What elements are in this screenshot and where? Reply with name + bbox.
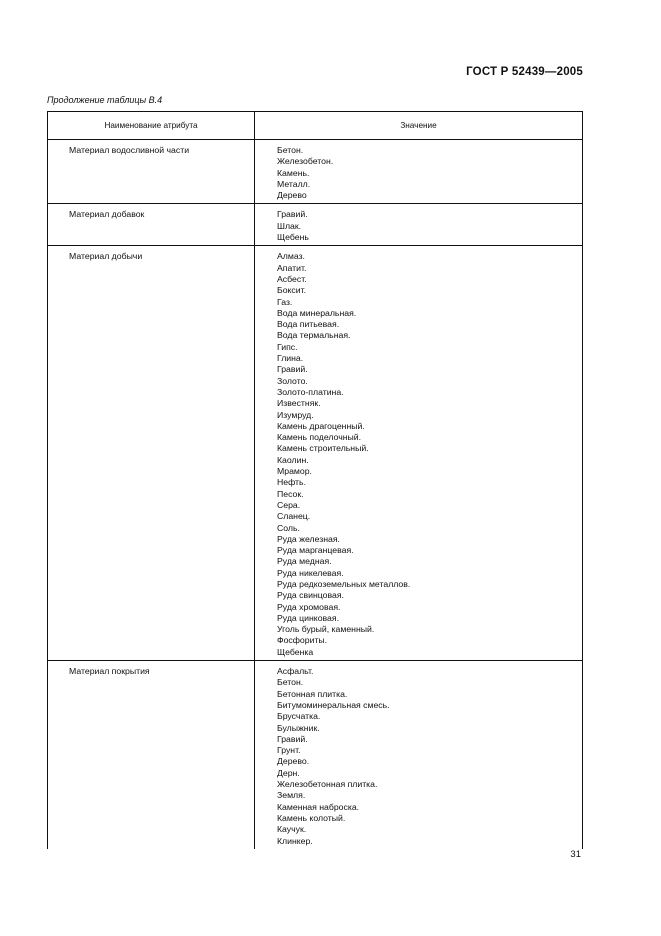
- value-item: Вода термальная.: [277, 330, 351, 341]
- table-header-row: [48, 112, 583, 140]
- value-item: Щебень: [277, 232, 309, 243]
- value-item: Газ.: [277, 296, 293, 307]
- value-item: Камень драгоценный.: [277, 420, 365, 431]
- value-item: Фосфориты.: [277, 635, 328, 646]
- value-item: Каменная наброска.: [277, 801, 360, 812]
- attribute-name: Материал покрытия: [69, 666, 150, 677]
- value-item: Гравий.: [277, 364, 308, 375]
- table-row: [48, 204, 583, 246]
- value-cell: [255, 140, 583, 204]
- value-item: Золото-платина.: [277, 386, 344, 397]
- value-item: Асбест.: [277, 273, 307, 284]
- value-item: Соль.: [277, 522, 300, 533]
- value-item: Металл.: [277, 178, 311, 189]
- column-header-value: Значение: [255, 112, 583, 140]
- value-item: Камень поделочный.: [277, 432, 362, 443]
- value-item: Бетон.: [277, 677, 304, 688]
- value-item: Руда редкоземельных металлов.: [277, 578, 411, 589]
- value-item: Бетонная плитка.: [277, 688, 348, 699]
- value-item: Апатит.: [277, 262, 307, 273]
- attribute-name: Материал водосливной части: [69, 145, 190, 155]
- value-item: Руда железная.: [277, 533, 340, 544]
- attribute-name: Материал добычи: [69, 251, 143, 262]
- value-item: Шлак.: [277, 220, 302, 231]
- table-row: [48, 661, 583, 849]
- document-standard-number: ГОСТ Р 52439—2005: [466, 66, 583, 78]
- value-cell: [255, 204, 583, 246]
- column-header-attribute: Наименование атрибута: [48, 112, 255, 140]
- value-item: Мрамор.: [277, 466, 312, 477]
- value-item: Изумруд.: [277, 409, 314, 420]
- value-item: Грунт.: [277, 745, 301, 756]
- value-item: Руда хромовая.: [277, 601, 341, 612]
- value-item: Гравий.: [277, 209, 308, 220]
- value-item: Камень.: [277, 167, 310, 178]
- value-item: Глина.: [277, 353, 304, 364]
- value-item: Бетон.: [277, 145, 304, 155]
- page-number: 31: [570, 849, 581, 860]
- attribute-cell: [48, 246, 255, 661]
- table-row: [48, 246, 583, 661]
- table-row: [48, 140, 583, 204]
- value-item: Песок.: [277, 488, 304, 499]
- value-item: Битумоминеральная смесь.: [277, 699, 390, 710]
- value-item: Брусчатка.: [277, 711, 321, 722]
- value-list: [255, 204, 582, 245]
- value-item: Дерн.: [277, 767, 300, 778]
- value-item: Каучук.: [277, 824, 307, 835]
- value-list: [255, 661, 582, 849]
- value-item: Земля.: [277, 790, 306, 801]
- value-item: Клинкер.: [277, 835, 313, 846]
- value-item: Дерево: [277, 190, 307, 201]
- value-item: Вода питьевая.: [277, 319, 340, 330]
- value-item: Камень колотый.: [277, 812, 346, 823]
- value-item: Руда свинцовая.: [277, 590, 344, 601]
- value-list: [255, 140, 582, 203]
- value-item: Вода минеральная.: [277, 307, 357, 318]
- value-item: Булыжник.: [277, 722, 320, 733]
- attribute-cell: [48, 661, 255, 849]
- value-item: Боксит.: [277, 285, 307, 296]
- value-item: Сланец.: [277, 511, 311, 522]
- value-item: Золото.: [277, 375, 308, 386]
- value-item: Руда марганцевая.: [277, 545, 354, 556]
- value-item: Железобетон.: [277, 156, 334, 167]
- value-item: Гравий.: [277, 733, 308, 744]
- attribute-table: [47, 111, 583, 849]
- attribute-name: Материал добавок: [69, 209, 145, 220]
- attribute-cell: [48, 204, 255, 246]
- value-item: Асфальт.: [277, 666, 314, 677]
- value-cell: [255, 661, 583, 849]
- value-item: Сера.: [277, 499, 301, 510]
- value-item: Дерево.: [277, 756, 310, 767]
- value-item: Руда цинковая.: [277, 612, 339, 623]
- value-cell: [255, 246, 583, 661]
- value-item: Гипс.: [277, 341, 298, 352]
- value-item: Уголь бурый, каменный.: [277, 624, 375, 635]
- value-list: [255, 246, 582, 660]
- value-item: Руда никелевая.: [277, 567, 344, 578]
- value-item: Известняк.: [277, 398, 321, 409]
- value-item: Каолин.: [277, 454, 309, 465]
- value-item: Руда медная.: [277, 556, 332, 567]
- value-item: Щебенка: [277, 646, 314, 657]
- value-item: Алмаз.: [277, 251, 305, 262]
- table-caption: Продолжение таблицы В.4: [47, 95, 163, 105]
- value-item: Камень строительный.: [277, 443, 369, 454]
- value-item: Нефть.: [277, 477, 306, 488]
- value-item: Железобетонная плитка.: [277, 779, 378, 790]
- attribute-cell: [48, 140, 255, 204]
